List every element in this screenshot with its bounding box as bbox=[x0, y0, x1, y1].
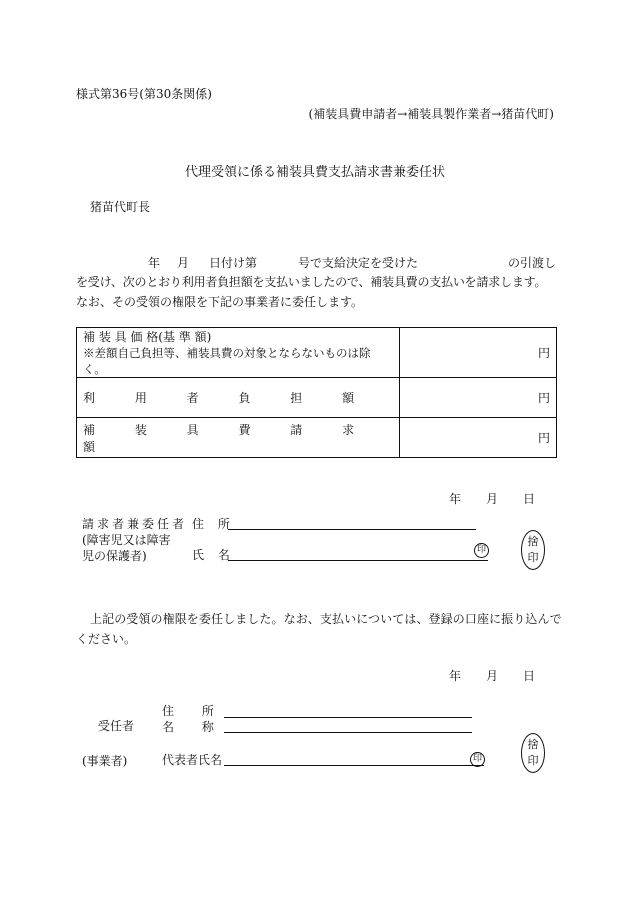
delegate-rep-line[interactable] bbox=[224, 765, 484, 766]
discard-seal-char1: 捨 bbox=[527, 535, 539, 548]
requester-role: 請求者兼委任者 bbox=[82, 517, 188, 531]
requester-address-line[interactable] bbox=[228, 529, 476, 530]
delegate-role-sub: (事業者) bbox=[82, 754, 128, 768]
requester-role-sub1: (障害児又は障害 bbox=[82, 533, 171, 547]
body-month: 月 bbox=[177, 256, 190, 270]
base-price-note: ※差額自己負担等、補装具費の対象とならないものは除く。 bbox=[83, 346, 371, 376]
delegate-address-label: 住 所 bbox=[162, 704, 214, 718]
date1-day: 日 bbox=[523, 492, 536, 506]
delegate-address-line[interactable] bbox=[224, 717, 472, 718]
requester-discard-seal bbox=[521, 530, 545, 570]
user-burden-label: 利 用 者 負 担 額 bbox=[77, 378, 400, 418]
date2-day: 日 bbox=[523, 669, 536, 683]
body-delivery: の引渡し bbox=[508, 256, 557, 270]
base-price-title: 補 装 具 価 格(基 準 額) bbox=[83, 330, 212, 344]
delegate-name-label: 名 称 bbox=[162, 720, 214, 734]
user-burden-unit: 円 bbox=[400, 378, 557, 418]
date2-year: 年 bbox=[449, 669, 462, 683]
table-row bbox=[77, 418, 557, 458]
form-number: 様式第36号(第30条関係) bbox=[76, 87, 212, 101]
requester-role-sub2: 児の保護者) bbox=[82, 549, 147, 563]
addressee: 猪苗代町長 bbox=[90, 200, 151, 214]
delegation-statement: 上記の受領の権限を委任しました。なお、支払いについては、登録の口座に振り込んで bbox=[90, 612, 562, 626]
body-year: 年 bbox=[148, 256, 161, 270]
delegate-name-line[interactable] bbox=[224, 732, 472, 733]
document-title: 代理受領に係る補装具費支払請求書兼委任状 bbox=[184, 165, 445, 180]
discard-seal-char2: 印 bbox=[527, 754, 539, 767]
date1-month: 月 bbox=[486, 492, 499, 506]
table-row bbox=[77, 378, 557, 418]
delegate-seal-mark: 印 bbox=[470, 752, 485, 767]
delegate-discard-seal bbox=[521, 733, 545, 773]
discard-seal-char1: 捨 bbox=[527, 738, 539, 751]
date1-year: 年 bbox=[449, 492, 462, 506]
table-row bbox=[77, 328, 557, 378]
claim-amount-label: 補 装 具 費 請 求 額 bbox=[77, 418, 400, 458]
requester-seal-mark: 印 bbox=[474, 543, 489, 558]
requester-name-line[interactable] bbox=[228, 560, 488, 561]
amount-table bbox=[76, 327, 557, 458]
delegate-rep-label: 代表者氏名 bbox=[162, 753, 223, 767]
requester-name-label: 氏 名 bbox=[192, 548, 230, 562]
delegate-role: 受任者 bbox=[98, 719, 135, 733]
date2-month: 月 bbox=[486, 669, 499, 683]
submission-flow: (補装具費申請者→補装具製作業者→猪苗代町) bbox=[308, 107, 554, 121]
requester-address-label: 住 所 bbox=[192, 517, 230, 531]
discard-seal-char2: 印 bbox=[527, 551, 539, 564]
body-line-2: を受け、次のとおり利用者負担額を支払いましたので、補装具費の支払いを請求します。 bbox=[76, 275, 547, 289]
body-number: 号で支給決定を受けた bbox=[298, 256, 419, 270]
base-price-label bbox=[77, 328, 400, 378]
body-line-3: なお、その受領の権限を下記の事業者に委任します。 bbox=[76, 295, 364, 309]
body-date-ref: 日付け第 bbox=[209, 256, 258, 270]
claim-amount-unit: 円 bbox=[400, 418, 557, 458]
delegation-statement-cont: ください。 bbox=[76, 632, 137, 646]
base-price-unit: 円 bbox=[400, 328, 557, 378]
